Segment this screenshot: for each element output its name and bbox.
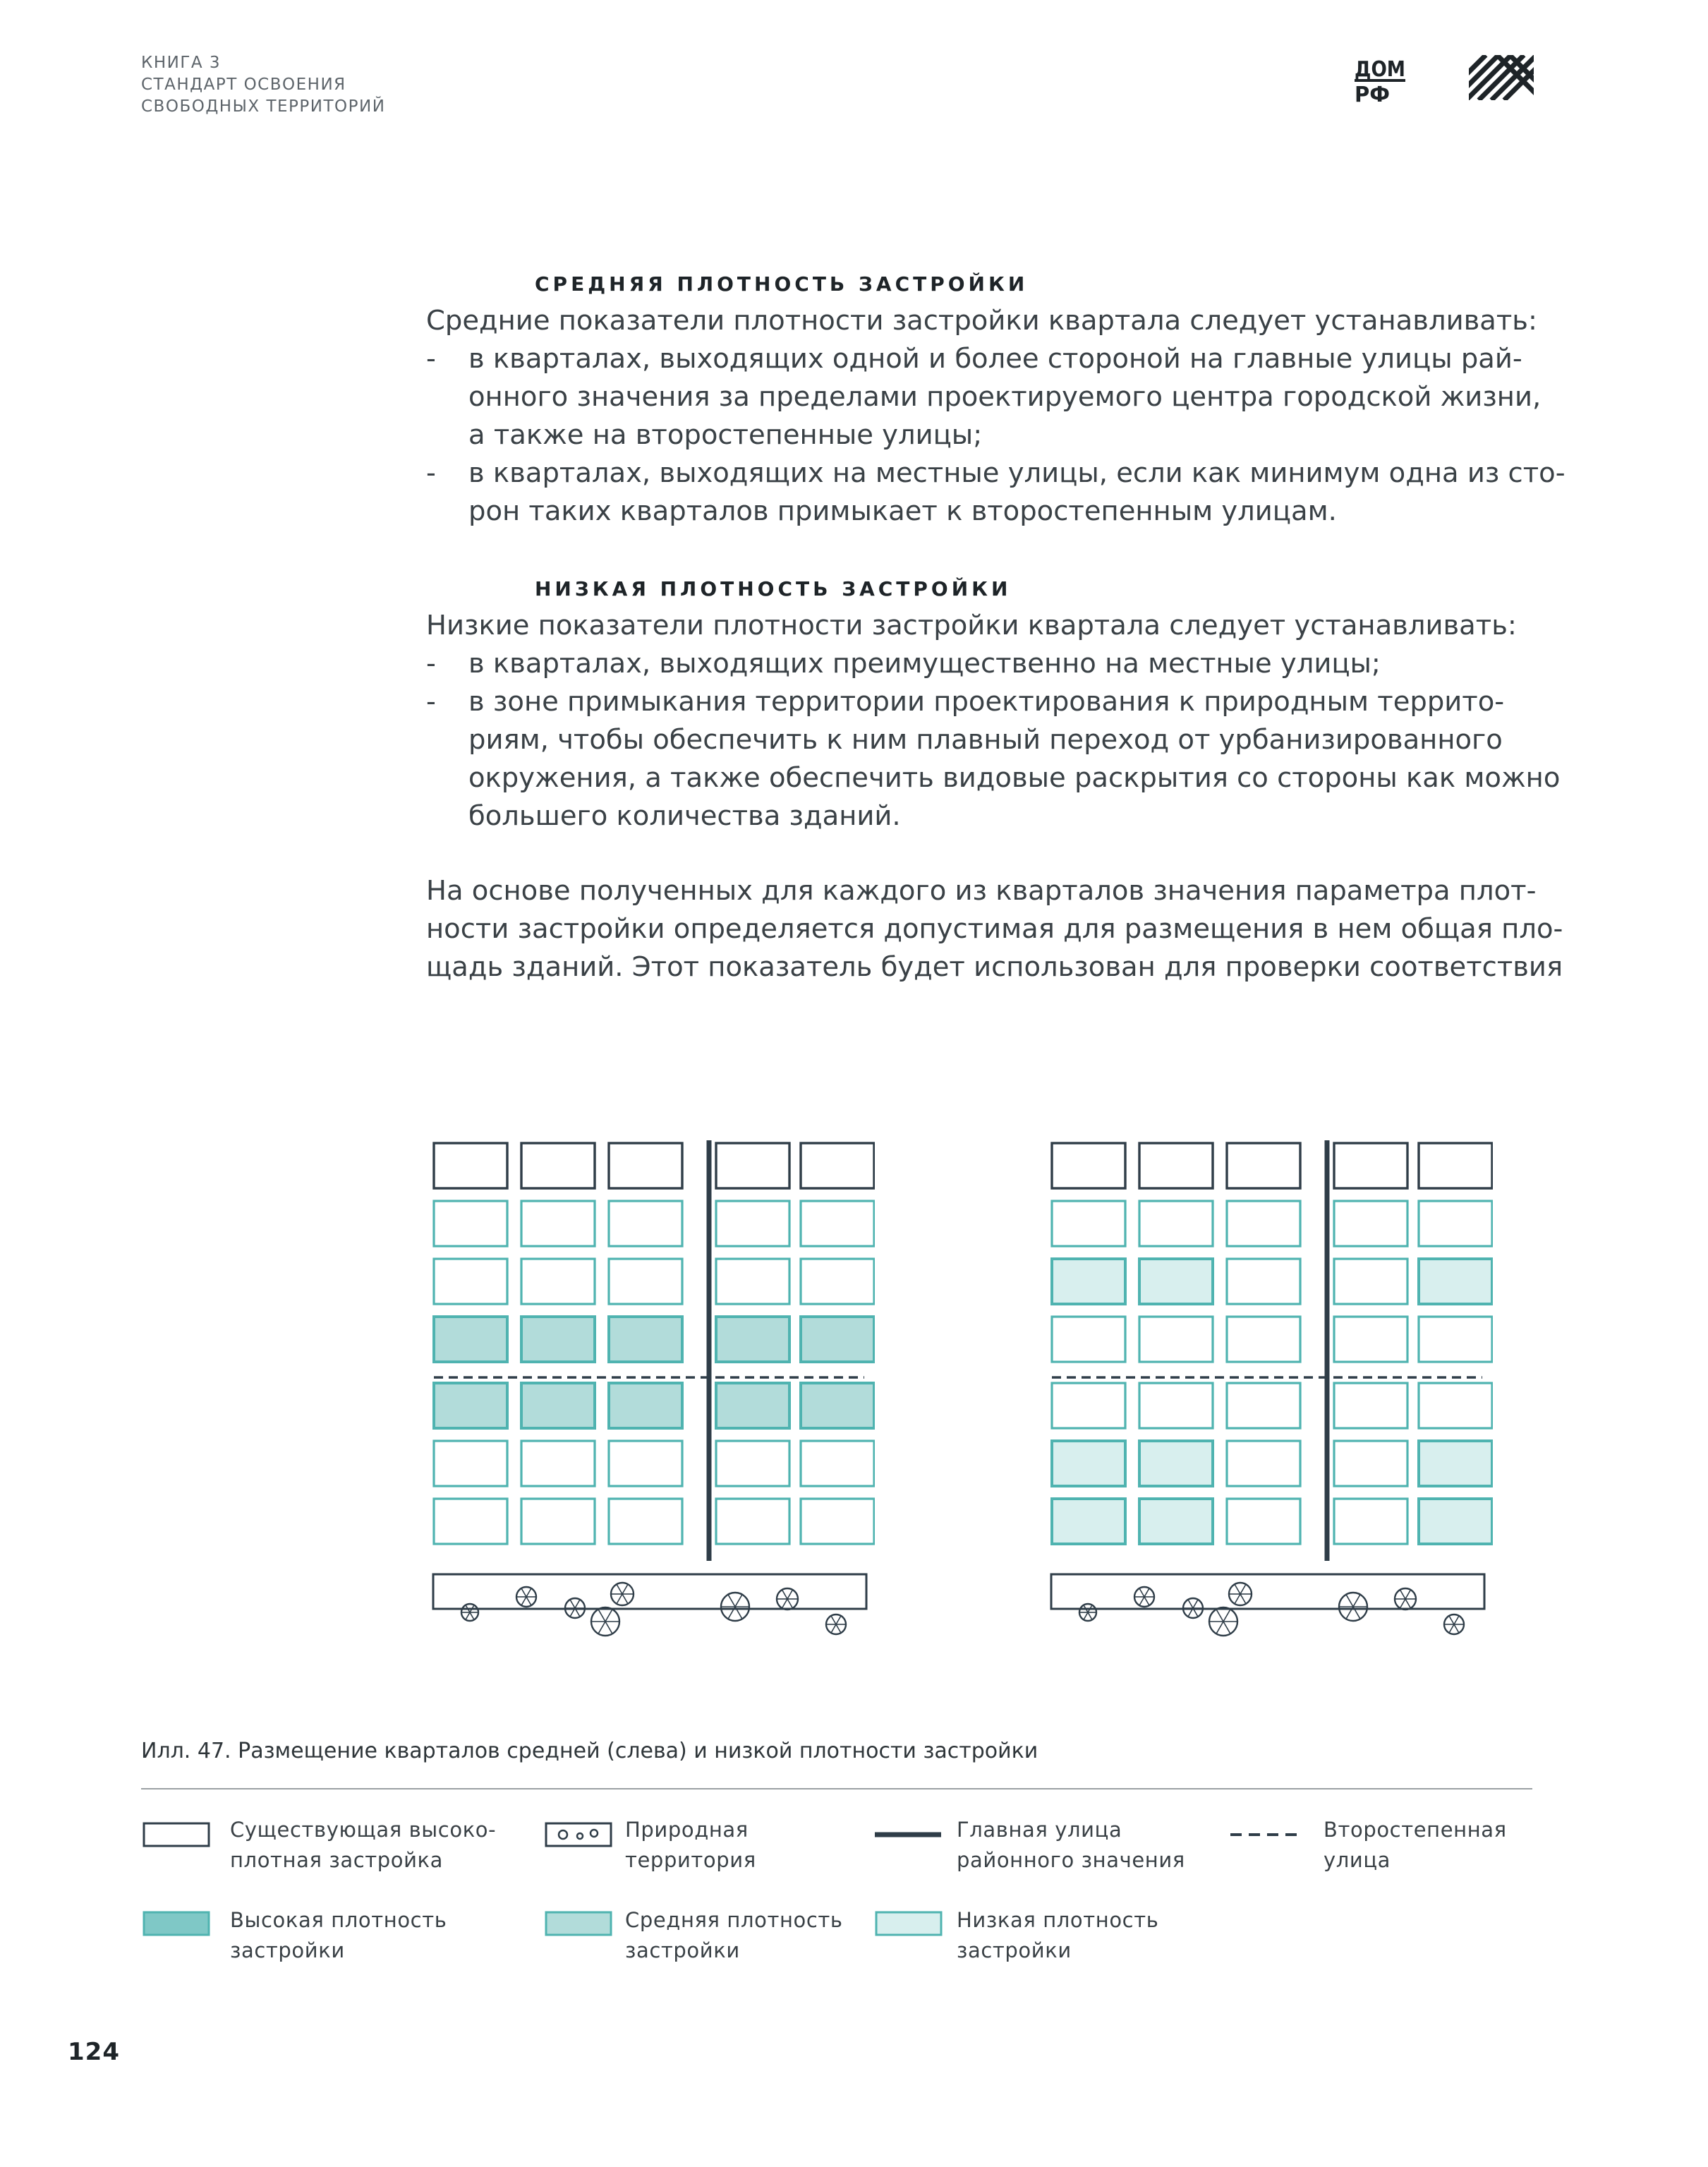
logo-text-top: ДОМ <box>1355 57 1405 82</box>
city-block-empty <box>1419 1201 1492 1246</box>
city-block-existing <box>521 1143 595 1188</box>
natural-territory <box>433 1574 866 1609</box>
city-block-existing <box>1139 1143 1213 1188</box>
city-block-empty <box>1227 1383 1300 1428</box>
bullet-line: в кварталах, выходящих на местные улицы, если как минимум одна из сто- <box>468 457 1565 489</box>
bullet-line: а также на второстепенные улицы; <box>468 419 983 451</box>
city-block-empty <box>1334 1441 1407 1486</box>
natural-territory <box>1051 1574 1484 1609</box>
city-block-low <box>1052 1259 1125 1304</box>
city-block-medium <box>801 1383 874 1428</box>
legend-swatch-secondary-street <box>1230 1822 1301 1847</box>
low-density-heading: НИЗКАЯ ПЛОТНОСТЬ ЗАСТРОЙКИ <box>535 577 1012 600</box>
medium-density-intro: Средние показатели плотности застройки квартала следует устанавливать: <box>426 305 1537 337</box>
paragraph-line: На основе полученных для каждого из кварталов значения параметра плот- <box>426 875 1537 907</box>
legend-label-low: Низкая плотность застройки <box>957 1908 1159 1962</box>
city-block-existing <box>801 1143 874 1188</box>
bullet-line: в кварталах, выходящих одной и более стороной на главные улицы рай- <box>468 343 1522 375</box>
legend-label-existing: Существующая высоко- плотная застройка <box>230 1818 497 1872</box>
legend-swatch-main-street <box>875 1822 943 1847</box>
city-block-empty <box>1334 1499 1407 1544</box>
city-block-low <box>1139 1259 1213 1304</box>
city-block-empty <box>801 1441 874 1486</box>
city-block-empty <box>1139 1383 1213 1428</box>
city-block-low <box>1419 1259 1492 1304</box>
city-block-empty <box>434 1441 507 1486</box>
bullet-line: онного значения за пределами проектируемого центра городской жизни, <box>468 381 1542 413</box>
book-line-2: СТАНДАРТ ОСВОЕНИЯ <box>141 76 346 94</box>
city-block-empty <box>1334 1317 1407 1362</box>
page-number: 124 <box>68 2038 120 2066</box>
bullet-line: окружения, а также обеспечить видовые раскрытия со стороны как можно <box>468 762 1561 794</box>
city-block-existing <box>609 1143 682 1188</box>
city-block-empty <box>801 1499 874 1544</box>
city-block-empty <box>609 1259 682 1304</box>
city-block-empty <box>801 1259 874 1304</box>
legend-swatch-natural <box>545 1822 612 1847</box>
city-block-empty <box>521 1201 595 1246</box>
book-line-3: СВОБОДНЫХ ТЕРРИТОРИЙ <box>141 97 386 116</box>
bullet-dash: - <box>426 343 436 375</box>
city-block-empty <box>1227 1499 1300 1544</box>
city-block-low <box>1139 1499 1213 1544</box>
city-block-existing <box>1419 1143 1492 1188</box>
city-block-low <box>1139 1441 1213 1486</box>
bullet-line: в зоне примыкания территории проектирования к природным террито- <box>468 686 1505 718</box>
low-density-intro: Низкие показатели плотности застройки квартала следует устанавливать: <box>426 610 1517 641</box>
legend-swatch-high <box>143 1911 210 1936</box>
city-block-empty <box>1227 1317 1300 1362</box>
city-block-empty <box>1334 1259 1407 1304</box>
legend-label-high: Высокая плотность застройки <box>230 1908 447 1962</box>
legend-swatch-existing <box>143 1822 210 1847</box>
medium-density-heading: СРЕДНЯЯ ПЛОТНОСТЬ ЗАСТРОЙКИ <box>535 272 1029 296</box>
legend-label-medium: Средняя плотность застройки <box>625 1908 843 1962</box>
legend-label-main-street: Главная улица районного значения <box>957 1818 1185 1872</box>
city-block-medium <box>521 1317 595 1362</box>
legend-label-secondary-street: Второстепенная улица <box>1324 1818 1507 1872</box>
medium-density-diagram <box>423 1115 875 1658</box>
city-block-existing <box>716 1143 789 1188</box>
city-block-empty <box>521 1499 595 1544</box>
city-block-empty <box>1227 1259 1300 1304</box>
city-block-empty <box>1052 1317 1125 1362</box>
dom-rf-logo <box>1355 55 1407 104</box>
city-block-empty <box>521 1259 595 1304</box>
bullet-line: риям, чтобы обеспечить к ним плавный переход от урбанизированного <box>468 724 1503 756</box>
city-block-existing <box>434 1143 507 1188</box>
city-block-empty <box>1139 1317 1213 1362</box>
city-block-medium <box>609 1317 682 1362</box>
city-block-empty <box>434 1201 507 1246</box>
city-block-empty <box>609 1499 682 1544</box>
city-block-empty <box>716 1499 789 1544</box>
city-block-medium <box>434 1383 507 1428</box>
city-block-empty <box>1419 1383 1492 1428</box>
city-block-empty <box>1419 1317 1492 1362</box>
bullet-dash: - <box>426 457 436 489</box>
city-block-empty <box>434 1259 507 1304</box>
bullet-dash: - <box>426 648 436 680</box>
paragraph-line: ности застройки определяется допустимая для размещения в нем общая пло- <box>426 913 1563 945</box>
legend-swatch-medium <box>545 1911 612 1936</box>
city-block-existing <box>1334 1143 1407 1188</box>
city-block-empty <box>1052 1201 1125 1246</box>
city-block-empty <box>434 1499 507 1544</box>
hatch-logo-icon <box>1469 55 1534 100</box>
bullet-dash: - <box>426 686 436 718</box>
city-block-low <box>1419 1441 1492 1486</box>
city-block-empty <box>521 1441 595 1486</box>
city-block-empty <box>801 1201 874 1246</box>
city-block-empty <box>609 1201 682 1246</box>
city-block-medium <box>801 1317 874 1362</box>
city-block-low <box>1419 1499 1492 1544</box>
city-block-empty <box>1227 1441 1300 1486</box>
city-block-empty <box>609 1441 682 1486</box>
city-block-medium <box>716 1383 789 1428</box>
caption-divider <box>141 1788 1532 1789</box>
city-block-empty <box>1052 1383 1125 1428</box>
city-block-medium <box>609 1383 682 1428</box>
city-block-empty <box>1227 1201 1300 1246</box>
closing-paragraph <box>426 872 1563 986</box>
legend-label-natural: Природная территория <box>625 1818 756 1872</box>
city-block-empty <box>716 1441 789 1486</box>
city-block-medium <box>434 1317 507 1362</box>
city-block-existing <box>1052 1143 1125 1188</box>
city-block-medium <box>716 1317 789 1362</box>
city-block-low <box>1052 1499 1125 1544</box>
city-block-empty <box>716 1259 789 1304</box>
city-block-existing <box>1227 1143 1300 1188</box>
city-block-medium <box>521 1383 595 1428</box>
low-density-diagram <box>1041 1115 1493 1658</box>
city-block-low <box>1052 1441 1125 1486</box>
figure-caption: Илл. 47. Размещение кварталов средней (слева) и низкой плотности застройки <box>141 1739 1038 1763</box>
bullet-line: в кварталах, выходящих преимущественно на местные улицы; <box>468 648 1381 680</box>
city-block-empty <box>1139 1201 1213 1246</box>
bullet-line: большего количества зданий. <box>468 800 901 832</box>
city-block-empty <box>1334 1383 1407 1428</box>
bullet-line: рон таких кварталов примыкает к второстепенным улицам. <box>468 495 1337 527</box>
book-line-1: КНИГА 3 <box>141 54 222 72</box>
logo-text-bottom: РФ <box>1355 83 1390 104</box>
legend-swatch-low <box>875 1911 943 1936</box>
city-block-empty <box>1334 1201 1407 1246</box>
paragraph-line: щадь зданий. Этот показатель будет использован для проверки соответствия <box>426 951 1563 983</box>
city-block-empty <box>716 1201 789 1246</box>
book-title <box>141 52 385 118</box>
